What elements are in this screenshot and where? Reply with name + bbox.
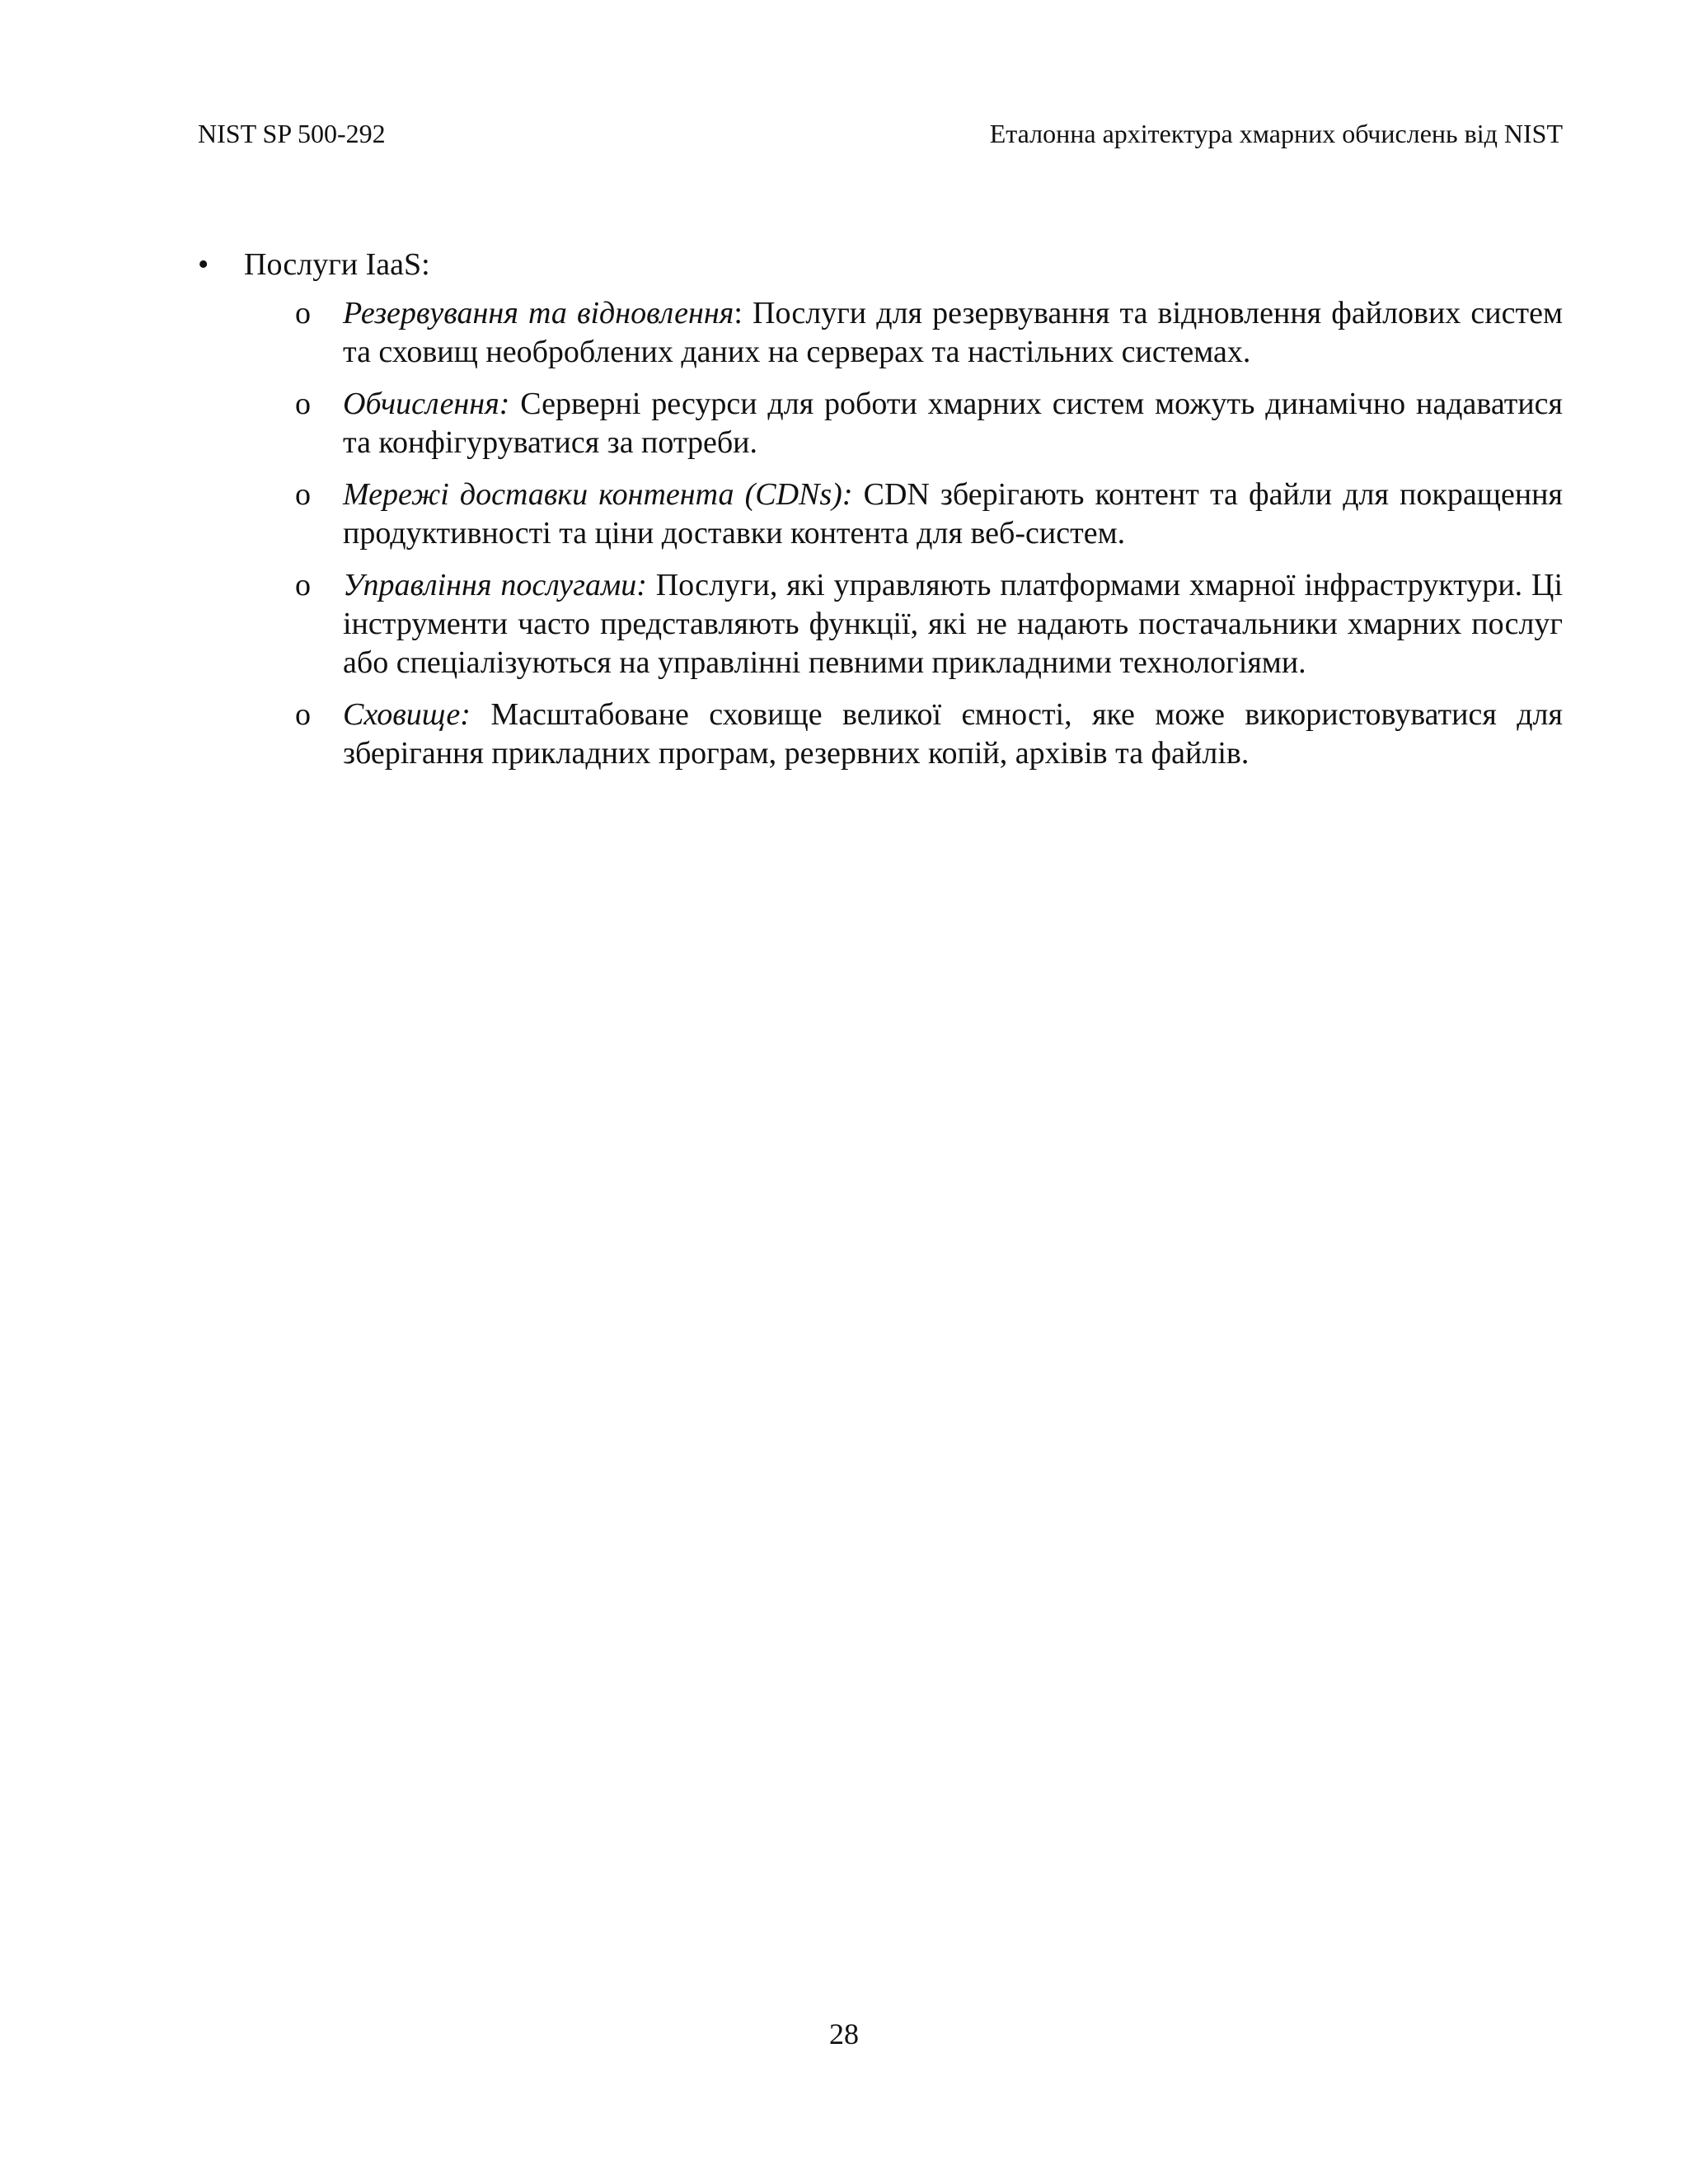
circle-bullet-icon: o bbox=[295, 477, 311, 512]
page-number: 28 bbox=[829, 2018, 859, 2050]
item-term: Управління послугами: bbox=[343, 568, 647, 602]
item-term: Резервування та відновлення bbox=[343, 296, 734, 330]
circle-bullet-icon: o bbox=[295, 296, 311, 330]
circle-bullet-icon: o bbox=[295, 387, 311, 421]
item-term: Мережі доставки контента (CDNs): bbox=[343, 477, 853, 512]
list-item-backup-recovery bbox=[198, 294, 1563, 372]
circle-bullet-icon: o bbox=[295, 568, 311, 602]
bullet-dot-icon: • bbox=[198, 247, 209, 282]
item-text: Масштабоване сховище великої ємності, яке може використовуватися для зберігання прикладних програм, резервних копій, архівів та файлів. bbox=[343, 697, 1563, 771]
document-body bbox=[198, 246, 1563, 786]
item-term: Сховище: bbox=[343, 697, 471, 732]
list-item-storage bbox=[198, 696, 1563, 773]
list-item-cdn bbox=[198, 476, 1563, 553]
header-document-id: NIST SP 500-292 bbox=[198, 119, 386, 148]
item-text: : Послуги для резервування та відновлення файлових систем та сховищ необроблених даних на серверах та настільних системах. bbox=[343, 296, 1563, 369]
item-term: Обчислення: bbox=[343, 387, 510, 421]
header-document-title: Еталонна архітектура хмарних обчислень від NIST bbox=[989, 119, 1563, 148]
item-text: Серверні ресурси для роботи хмарних систем можуть динамічно надаватися та конфігуруватися за потреби. bbox=[343, 387, 1563, 460]
bullet-iaas-services bbox=[198, 246, 1563, 284]
item-text: Послуги, які управляють платформами хмарної інфраструктури. Ці інструменти часто представляють функції, які не надають постачальники хмарних послуг або спеціалізуються на управлінні певними прикладними технологіями. bbox=[343, 568, 1564, 680]
list-item-service-management bbox=[198, 566, 1563, 682]
bullet-title: Послуги IaaS: bbox=[244, 247, 430, 282]
item-text: CDN зберігають контент та файли для покращення продуктивності та ціни доставки контента для веб-систем. bbox=[343, 477, 1564, 551]
sub-list bbox=[198, 294, 1563, 773]
list-item-compute bbox=[198, 385, 1563, 462]
circle-bullet-icon: o bbox=[295, 697, 311, 732]
